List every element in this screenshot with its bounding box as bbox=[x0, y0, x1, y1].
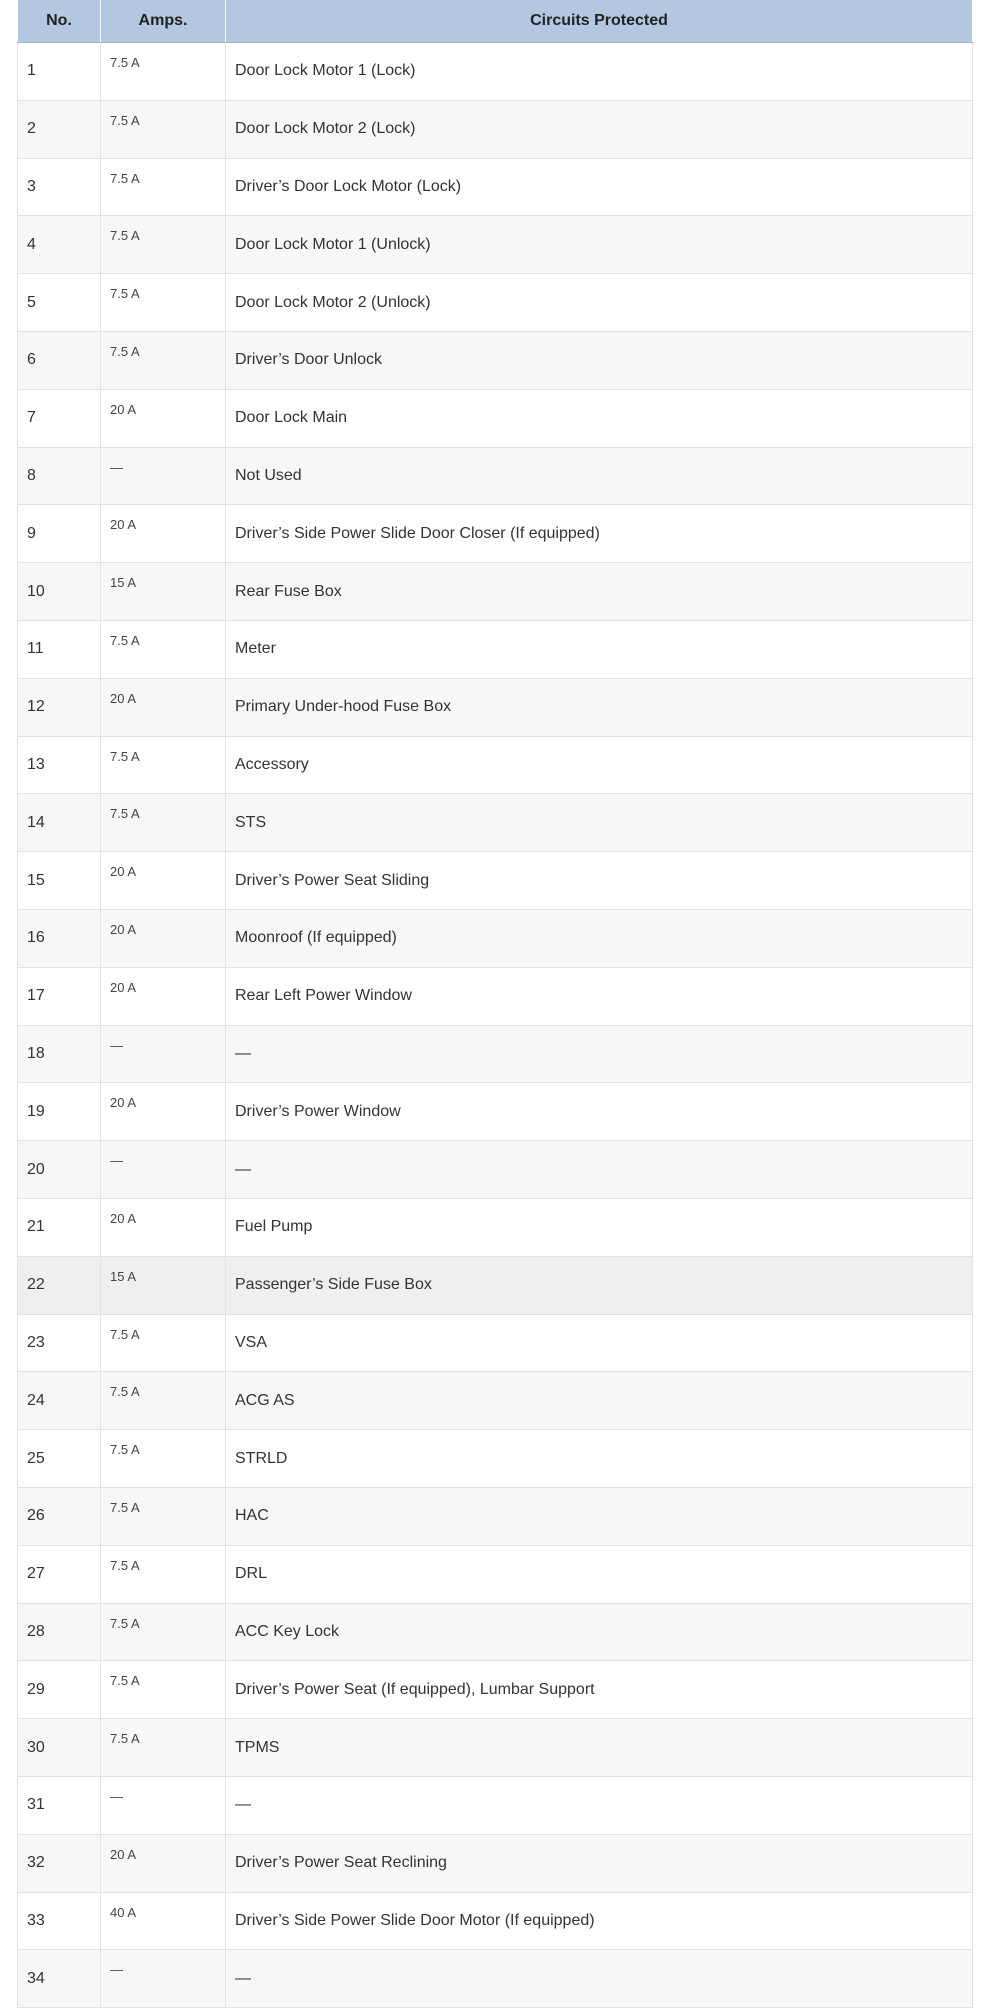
table-row bbox=[18, 1025, 973, 1083]
circuit-protected-cell: Driver’s Power Seat (If equipped), Lumbar Support bbox=[226, 1661, 973, 1719]
fuse-number-cell: 21 bbox=[18, 1198, 101, 1256]
circuit-protected-cell: Door Lock Motor 2 (Unlock) bbox=[226, 274, 973, 332]
circuit-protected-cell: Rear Left Power Window bbox=[226, 967, 973, 1025]
circuit-protected-cell: Door Lock Motor 1 (Lock) bbox=[226, 43, 973, 101]
fuse-amps-cell: 7.5 A bbox=[101, 1545, 226, 1603]
circuit-protected-cell: — bbox=[226, 1950, 973, 2008]
fuse-number-cell: 31 bbox=[18, 1776, 101, 1834]
circuit-protected-cell: Meter bbox=[226, 620, 973, 678]
fuse-amps-cell: 7.5 A bbox=[101, 620, 226, 678]
circuit-protected-cell: Fuel Pump bbox=[226, 1198, 973, 1256]
circuit-protected-cell: Driver’s Door Lock Motor (Lock) bbox=[226, 158, 973, 216]
table-row bbox=[18, 158, 973, 216]
fuse-number-cell: 2 bbox=[18, 100, 101, 158]
table-row bbox=[18, 216, 973, 274]
fuse-amps-cell: 20 A bbox=[101, 852, 226, 910]
fuse-number-cell: 12 bbox=[18, 678, 101, 736]
fuse-amps-cell: 40 A bbox=[101, 1892, 226, 1950]
fuse-number-cell: 27 bbox=[18, 1545, 101, 1603]
fuse-number-cell: 5 bbox=[18, 274, 101, 332]
table-row bbox=[18, 1545, 973, 1603]
circuit-protected-cell: ACC Key Lock bbox=[226, 1603, 973, 1661]
fuse-amps-cell: 7.5 A bbox=[101, 1661, 226, 1719]
table-header bbox=[18, 0, 973, 43]
table-row bbox=[18, 274, 973, 332]
fuse-number-cell: 33 bbox=[18, 1892, 101, 1950]
table-body bbox=[18, 43, 973, 2008]
fuse-number-cell: 28 bbox=[18, 1603, 101, 1661]
header-circuits-protected: Circuits Protected bbox=[226, 0, 973, 43]
fuse-number-cell: 7 bbox=[18, 389, 101, 447]
fuse-amps-cell: 7.5 A bbox=[101, 794, 226, 852]
table-row bbox=[18, 967, 973, 1025]
fuse-number-cell: 34 bbox=[18, 1950, 101, 2008]
fuse-amps-cell: 20 A bbox=[101, 505, 226, 563]
fuse-amps-cell: 20 A bbox=[101, 389, 226, 447]
table-row bbox=[18, 1834, 973, 1892]
circuit-protected-cell: TPMS bbox=[226, 1719, 973, 1777]
table-row bbox=[18, 909, 973, 967]
fuse-amps-cell: 7.5 A bbox=[101, 1372, 226, 1430]
circuit-protected-cell: — bbox=[226, 1776, 973, 1834]
fuse-amps-cell: 20 A bbox=[101, 1083, 226, 1141]
table-row bbox=[18, 1719, 973, 1777]
fuse-number-cell: 14 bbox=[18, 794, 101, 852]
table-row bbox=[18, 1256, 973, 1314]
table-row bbox=[18, 852, 973, 910]
circuit-protected-cell: Moonroof (If equipped) bbox=[226, 909, 973, 967]
fuse-amps-cell: 7.5 A bbox=[101, 1430, 226, 1488]
fuse-table bbox=[17, 0, 973, 2008]
table-row bbox=[18, 505, 973, 563]
fuse-number-cell: 18 bbox=[18, 1025, 101, 1083]
circuit-protected-cell: Door Lock Main bbox=[226, 389, 973, 447]
table-row bbox=[18, 1950, 973, 2008]
fuse-number-cell: 19 bbox=[18, 1083, 101, 1141]
circuit-protected-cell: VSA bbox=[226, 1314, 973, 1372]
fuse-amps-cell: — bbox=[101, 1950, 226, 2008]
fuse-number-cell: 6 bbox=[18, 331, 101, 389]
table-row bbox=[18, 1198, 973, 1256]
circuit-protected-cell: STS bbox=[226, 794, 973, 852]
fuse-amps-cell: 7.5 A bbox=[101, 1487, 226, 1545]
fuse-amps-cell: 20 A bbox=[101, 678, 226, 736]
circuit-protected-cell: ACG AS bbox=[226, 1372, 973, 1430]
circuit-protected-cell: Rear Fuse Box bbox=[226, 563, 973, 621]
circuit-protected-cell: Not Used bbox=[226, 447, 973, 505]
table-row bbox=[18, 1776, 973, 1834]
fuse-amps-cell: 20 A bbox=[101, 1834, 226, 1892]
fuse-number-cell: 23 bbox=[18, 1314, 101, 1372]
fuse-number-cell: 3 bbox=[18, 158, 101, 216]
fuse-number-cell: 24 bbox=[18, 1372, 101, 1430]
fuse-number-cell: 25 bbox=[18, 1430, 101, 1488]
table-row bbox=[18, 389, 973, 447]
fuse-amps-cell: 7.5 A bbox=[101, 1314, 226, 1372]
table-row bbox=[18, 736, 973, 794]
table-row bbox=[18, 1892, 973, 1950]
fuse-amps-cell: 15 A bbox=[101, 1256, 226, 1314]
fuse-number-cell: 20 bbox=[18, 1141, 101, 1199]
table-row bbox=[18, 447, 973, 505]
fuse-number-cell: 8 bbox=[18, 447, 101, 505]
circuit-protected-cell: STRLD bbox=[226, 1430, 973, 1488]
fuse-number-cell: 29 bbox=[18, 1661, 101, 1719]
table-row bbox=[18, 331, 973, 389]
fuse-number-cell: 13 bbox=[18, 736, 101, 794]
fuse-amps-cell: 20 A bbox=[101, 967, 226, 1025]
circuit-protected-cell: — bbox=[226, 1025, 973, 1083]
fuse-amps-cell: — bbox=[101, 1776, 226, 1834]
header-no: No. bbox=[18, 0, 101, 43]
table-row bbox=[18, 100, 973, 158]
table-row bbox=[18, 794, 973, 852]
circuit-protected-cell: Passenger’s Side Fuse Box bbox=[226, 1256, 973, 1314]
table-row bbox=[18, 43, 973, 101]
fuse-amps-cell: 7.5 A bbox=[101, 331, 226, 389]
table-row bbox=[18, 1141, 973, 1199]
fuse-table-container bbox=[17, 0, 972, 2008]
table-row bbox=[18, 1083, 973, 1141]
table-row bbox=[18, 1372, 973, 1430]
fuse-number-cell: 9 bbox=[18, 505, 101, 563]
circuit-protected-cell: DRL bbox=[226, 1545, 973, 1603]
fuse-number-cell: 10 bbox=[18, 563, 101, 621]
circuit-protected-cell: HAC bbox=[226, 1487, 973, 1545]
fuse-amps-cell: 7.5 A bbox=[101, 1603, 226, 1661]
circuit-protected-cell: Driver’s Side Power Slide Door Motor (If equipped) bbox=[226, 1892, 973, 1950]
fuse-amps-cell: — bbox=[101, 1025, 226, 1083]
table-row bbox=[18, 1487, 973, 1545]
fuse-amps-cell: — bbox=[101, 1141, 226, 1199]
circuit-protected-cell: Driver’s Power Seat Sliding bbox=[226, 852, 973, 910]
fuse-number-cell: 11 bbox=[18, 620, 101, 678]
table-row bbox=[18, 1314, 973, 1372]
circuit-protected-cell: Driver’s Door Unlock bbox=[226, 331, 973, 389]
fuse-amps-cell: 20 A bbox=[101, 909, 226, 967]
table-row bbox=[18, 1603, 973, 1661]
table-row bbox=[18, 678, 973, 736]
fuse-amps-cell: 7.5 A bbox=[101, 43, 226, 101]
circuit-protected-cell: Door Lock Motor 2 (Lock) bbox=[226, 100, 973, 158]
fuse-number-cell: 1 bbox=[18, 43, 101, 101]
fuse-number-cell: 17 bbox=[18, 967, 101, 1025]
circuit-protected-cell: Accessory bbox=[226, 736, 973, 794]
table-row bbox=[18, 1661, 973, 1719]
fuse-number-cell: 30 bbox=[18, 1719, 101, 1777]
fuse-number-cell: 22 bbox=[18, 1256, 101, 1314]
circuit-protected-cell: Driver’s Power Window bbox=[226, 1083, 973, 1141]
fuse-number-cell: 26 bbox=[18, 1487, 101, 1545]
circuit-protected-cell: Door Lock Motor 1 (Unlock) bbox=[226, 216, 973, 274]
fuse-amps-cell: 20 A bbox=[101, 1198, 226, 1256]
fuse-amps-cell: — bbox=[101, 447, 226, 505]
fuse-number-cell: 15 bbox=[18, 852, 101, 910]
circuit-protected-cell: Primary Under-hood Fuse Box bbox=[226, 678, 973, 736]
fuse-number-cell: 4 bbox=[18, 216, 101, 274]
fuse-amps-cell: 7.5 A bbox=[101, 216, 226, 274]
fuse-amps-cell: 15 A bbox=[101, 563, 226, 621]
fuse-number-cell: 16 bbox=[18, 909, 101, 967]
fuse-amps-cell: 7.5 A bbox=[101, 100, 226, 158]
table-row bbox=[18, 1430, 973, 1488]
circuit-protected-cell: Driver’s Side Power Slide Door Closer (If equipped) bbox=[226, 505, 973, 563]
table-row bbox=[18, 563, 973, 621]
circuit-protected-cell: Driver’s Power Seat Reclining bbox=[226, 1834, 973, 1892]
fuse-amps-cell: 7.5 A bbox=[101, 736, 226, 794]
fuse-number-cell: 32 bbox=[18, 1834, 101, 1892]
fuse-amps-cell: 7.5 A bbox=[101, 1719, 226, 1777]
fuse-amps-cell: 7.5 A bbox=[101, 274, 226, 332]
table-row bbox=[18, 620, 973, 678]
circuit-protected-cell: — bbox=[226, 1141, 973, 1199]
header-amps: Amps. bbox=[101, 0, 226, 43]
fuse-amps-cell: 7.5 A bbox=[101, 158, 226, 216]
header-row bbox=[18, 0, 973, 43]
